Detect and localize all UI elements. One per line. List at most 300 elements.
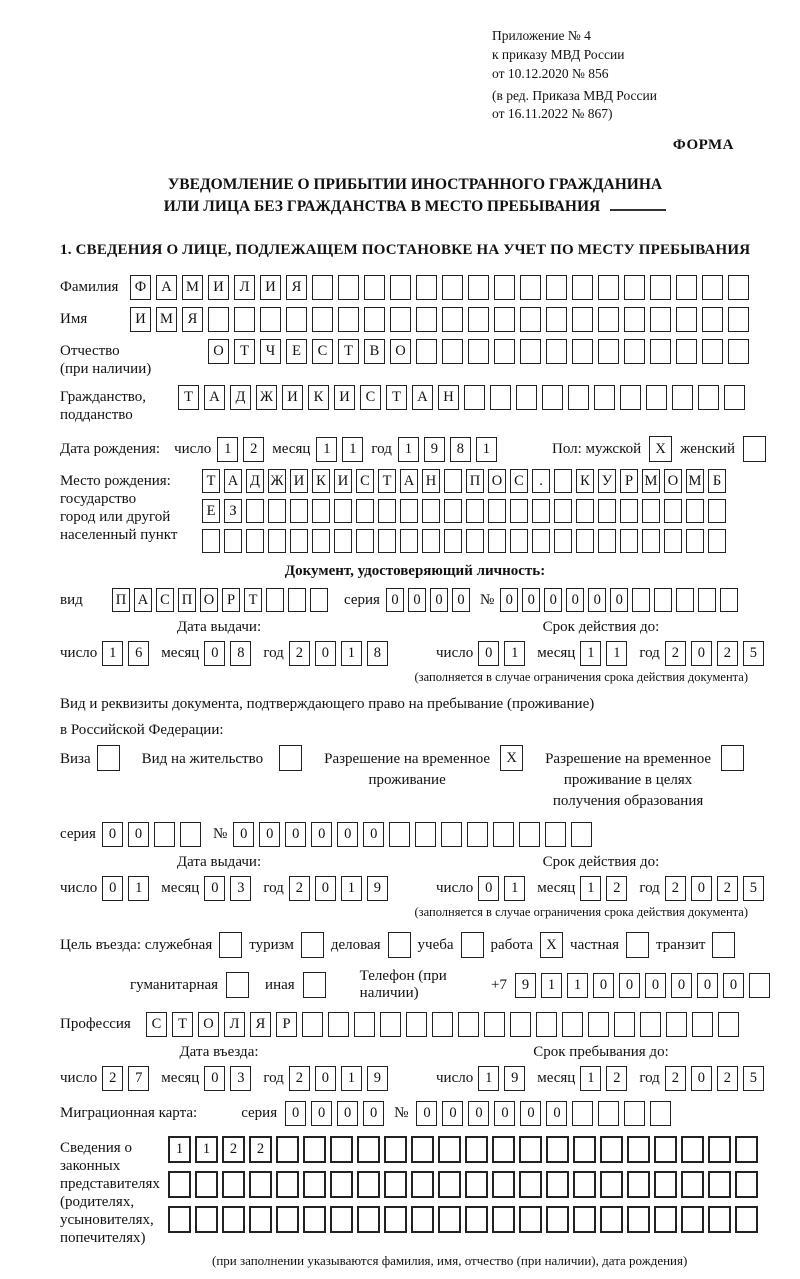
char-cell[interactable]: Ж: [268, 469, 286, 493]
char-cell[interactable]: Р: [276, 1012, 297, 1037]
char-cell[interactable]: С: [356, 469, 374, 493]
char-cell[interactable]: [620, 385, 641, 410]
char-cell[interactable]: [384, 1171, 407, 1198]
char-cell[interactable]: Т: [172, 1012, 193, 1037]
char-cell[interactable]: [614, 1012, 635, 1037]
char-cell[interactable]: 0: [588, 588, 606, 612]
char-cell[interactable]: Ж: [256, 385, 277, 410]
char-cell[interactable]: 0: [204, 876, 225, 901]
char-cell[interactable]: 5: [743, 876, 764, 901]
char-cell[interactable]: [532, 499, 550, 523]
char-cell[interactable]: [519, 822, 540, 847]
char-cell[interactable]: Л: [224, 1012, 245, 1037]
char-cell[interactable]: 2: [222, 1136, 245, 1163]
char-cell[interactable]: [721, 745, 744, 771]
char-cell[interactable]: 6: [128, 641, 149, 666]
char-cell[interactable]: [468, 307, 489, 332]
char-cell[interactable]: 2: [606, 1066, 627, 1091]
char-cell[interactable]: [571, 822, 592, 847]
char-cell[interactable]: [493, 822, 514, 847]
char-cell[interactable]: 0: [315, 1066, 336, 1091]
char-cell[interactable]: [338, 307, 359, 332]
char-cell[interactable]: 0: [311, 1101, 332, 1126]
char-cell[interactable]: 0: [363, 1101, 384, 1126]
char-cell[interactable]: [330, 1136, 353, 1163]
char-cell[interactable]: [276, 1171, 299, 1198]
char-cell[interactable]: [686, 529, 704, 553]
char-cell[interactable]: [728, 275, 749, 300]
char-cell[interactable]: 1: [580, 1066, 601, 1091]
char-cell[interactable]: 0: [522, 588, 540, 612]
char-cell[interactable]: [488, 499, 506, 523]
char-cell[interactable]: [572, 339, 593, 364]
char-cell[interactable]: М: [642, 469, 660, 493]
char-cell[interactable]: [330, 1171, 353, 1198]
char-cell[interactable]: 0: [610, 588, 628, 612]
char-cell[interactable]: [400, 529, 418, 553]
char-cell[interactable]: [646, 385, 667, 410]
char-cell[interactable]: [686, 499, 704, 523]
char-cell[interactable]: И: [334, 385, 355, 410]
char-cell[interactable]: [286, 307, 307, 332]
char-cell[interactable]: [97, 745, 120, 771]
char-cell[interactable]: 1: [580, 876, 601, 901]
char-cell[interactable]: [180, 822, 201, 847]
char-cell[interactable]: 2: [289, 1066, 310, 1091]
char-cell[interactable]: 8: [450, 437, 471, 462]
char-cell[interactable]: [168, 1171, 191, 1198]
char-cell[interactable]: [624, 339, 645, 364]
char-cell[interactable]: [640, 1012, 661, 1037]
char-cell[interactable]: [654, 1136, 677, 1163]
char-cell[interactable]: [698, 588, 716, 612]
char-cell[interactable]: И: [208, 275, 229, 300]
char-cell[interactable]: 5: [743, 1066, 764, 1091]
char-cell[interactable]: 0: [233, 822, 254, 847]
char-cell[interactable]: [681, 1206, 704, 1233]
char-cell[interactable]: [468, 339, 489, 364]
char-cell[interactable]: [249, 1206, 272, 1233]
char-cell[interactable]: [438, 1136, 461, 1163]
char-cell[interactable]: Д: [230, 385, 251, 410]
char-cell[interactable]: [573, 1206, 596, 1233]
char-cell[interactable]: 1: [541, 973, 562, 998]
char-cell[interactable]: [438, 1206, 461, 1233]
char-cell[interactable]: [461, 932, 484, 958]
char-cell[interactable]: [468, 275, 489, 300]
char-cell[interactable]: [573, 1136, 596, 1163]
char-cell[interactable]: [357, 1206, 380, 1233]
char-cell[interactable]: [442, 275, 463, 300]
char-cell[interactable]: [572, 1101, 593, 1126]
char-cell[interactable]: [554, 529, 572, 553]
char-cell[interactable]: 0: [500, 588, 518, 612]
char-cell[interactable]: [708, 1171, 731, 1198]
char-cell[interactable]: 0: [102, 822, 123, 847]
char-cell[interactable]: [562, 1012, 583, 1037]
char-cell[interactable]: [519, 1136, 542, 1163]
char-cell[interactable]: [600, 1171, 623, 1198]
char-cell[interactable]: [356, 499, 374, 523]
char-cell[interactable]: [724, 385, 745, 410]
char-cell[interactable]: [466, 529, 484, 553]
char-cell[interactable]: 0: [520, 1101, 541, 1126]
char-cell[interactable]: [266, 588, 284, 612]
char-cell[interactable]: .: [532, 469, 550, 493]
char-cell[interactable]: [484, 1012, 505, 1037]
char-cell[interactable]: [642, 529, 660, 553]
char-cell[interactable]: [364, 307, 385, 332]
char-cell[interactable]: [598, 1101, 619, 1126]
char-cell[interactable]: [288, 588, 306, 612]
char-cell[interactable]: [598, 529, 616, 553]
char-cell[interactable]: [510, 1012, 531, 1037]
char-cell[interactable]: [406, 1012, 427, 1037]
char-cell[interactable]: [554, 499, 572, 523]
char-cell[interactable]: 9: [515, 973, 536, 998]
char-cell[interactable]: А: [400, 469, 418, 493]
char-cell[interactable]: Л: [234, 275, 255, 300]
char-cell[interactable]: [735, 1136, 758, 1163]
char-cell[interactable]: 0: [494, 1101, 515, 1126]
char-cell[interactable]: [627, 1171, 650, 1198]
char-cell[interactable]: 0: [430, 588, 448, 612]
char-cell[interactable]: 0: [593, 973, 614, 998]
char-cell[interactable]: С: [360, 385, 381, 410]
char-cell[interactable]: И: [290, 469, 308, 493]
char-cell[interactable]: О: [664, 469, 682, 493]
char-cell[interactable]: [415, 822, 436, 847]
char-cell[interactable]: [168, 1206, 191, 1233]
char-cell[interactable]: [154, 822, 175, 847]
char-cell[interactable]: [416, 339, 437, 364]
char-cell[interactable]: 0: [311, 822, 332, 847]
char-cell[interactable]: Я: [250, 1012, 271, 1037]
char-cell[interactable]: [246, 529, 264, 553]
char-cell[interactable]: [490, 385, 511, 410]
char-cell[interactable]: О: [198, 1012, 219, 1037]
char-cell[interactable]: 0: [697, 973, 718, 998]
char-cell[interactable]: [444, 499, 462, 523]
char-cell[interactable]: [222, 1206, 245, 1233]
char-cell[interactable]: [249, 1171, 272, 1198]
char-cell[interactable]: [354, 1012, 375, 1037]
char-cell[interactable]: 9: [424, 437, 445, 462]
char-cell[interactable]: [642, 499, 660, 523]
char-cell[interactable]: [568, 385, 589, 410]
char-cell[interactable]: В: [364, 339, 385, 364]
char-cell[interactable]: Т: [378, 469, 396, 493]
char-cell[interactable]: [676, 307, 697, 332]
char-cell[interactable]: [357, 1136, 380, 1163]
char-cell[interactable]: 0: [478, 641, 499, 666]
char-cell[interactable]: [411, 1206, 434, 1233]
char-cell[interactable]: [598, 275, 619, 300]
char-cell[interactable]: X: [540, 932, 563, 958]
char-cell[interactable]: [676, 588, 694, 612]
char-cell[interactable]: [312, 499, 330, 523]
char-cell[interactable]: 1: [341, 876, 362, 901]
char-cell[interactable]: 0: [259, 822, 280, 847]
char-cell[interactable]: [303, 1136, 326, 1163]
char-cell[interactable]: [389, 822, 410, 847]
char-cell[interactable]: [465, 1136, 488, 1163]
char-cell[interactable]: [624, 307, 645, 332]
char-cell[interactable]: О: [200, 588, 218, 612]
char-cell[interactable]: [743, 436, 766, 462]
char-cell[interactable]: [494, 307, 515, 332]
char-cell[interactable]: 0: [671, 973, 692, 998]
char-cell[interactable]: 2: [665, 876, 686, 901]
char-cell[interactable]: 0: [478, 876, 499, 901]
char-cell[interactable]: [520, 275, 541, 300]
char-cell[interactable]: [458, 1012, 479, 1037]
char-cell[interactable]: [516, 385, 537, 410]
char-cell[interactable]: 2: [243, 437, 264, 462]
char-cell[interactable]: [411, 1136, 434, 1163]
char-cell[interactable]: 1: [606, 641, 627, 666]
char-cell[interactable]: [465, 1206, 488, 1233]
char-cell[interactable]: 2: [717, 641, 738, 666]
char-cell[interactable]: [576, 529, 594, 553]
char-cell[interactable]: [444, 469, 462, 493]
char-cell[interactable]: [312, 307, 333, 332]
char-cell[interactable]: О: [208, 339, 229, 364]
char-cell[interactable]: [328, 1012, 349, 1037]
char-cell[interactable]: Т: [338, 339, 359, 364]
char-cell[interactable]: [276, 1206, 299, 1233]
char-cell[interactable]: [378, 499, 396, 523]
char-cell[interactable]: [334, 529, 352, 553]
char-cell[interactable]: [330, 1206, 353, 1233]
char-cell[interactable]: X: [500, 745, 523, 771]
char-cell[interactable]: 0: [363, 822, 384, 847]
char-cell[interactable]: [702, 339, 723, 364]
char-cell[interactable]: [576, 499, 594, 523]
char-cell[interactable]: 1: [128, 876, 149, 901]
char-cell[interactable]: [492, 1136, 515, 1163]
char-cell[interactable]: [224, 529, 242, 553]
char-cell[interactable]: 1: [342, 437, 363, 462]
char-cell[interactable]: [542, 385, 563, 410]
char-cell[interactable]: 1: [478, 1066, 499, 1091]
char-cell[interactable]: [222, 1171, 245, 1198]
char-cell[interactable]: А: [204, 385, 225, 410]
char-cell[interactable]: 9: [367, 876, 388, 901]
char-cell[interactable]: [546, 339, 567, 364]
char-cell[interactable]: [598, 499, 616, 523]
char-cell[interactable]: Ф: [130, 275, 151, 300]
char-cell[interactable]: 0: [416, 1101, 437, 1126]
char-cell[interactable]: Н: [438, 385, 459, 410]
char-cell[interactable]: Н: [422, 469, 440, 493]
char-cell[interactable]: [573, 1171, 596, 1198]
char-cell[interactable]: 8: [230, 641, 251, 666]
char-cell[interactable]: [303, 1171, 326, 1198]
char-cell[interactable]: 2: [102, 1066, 123, 1091]
char-cell[interactable]: 1: [195, 1136, 218, 1163]
char-cell[interactable]: [620, 529, 638, 553]
char-cell[interactable]: [572, 307, 593, 332]
char-cell[interactable]: М: [156, 307, 177, 332]
char-cell[interactable]: [356, 529, 374, 553]
char-cell[interactable]: X: [649, 436, 672, 462]
char-cell[interactable]: 2: [289, 876, 310, 901]
char-cell[interactable]: [492, 1206, 515, 1233]
char-cell[interactable]: [627, 1206, 650, 1233]
char-cell[interactable]: [303, 1206, 326, 1233]
char-cell[interactable]: [310, 588, 328, 612]
char-cell[interactable]: [718, 1012, 739, 1037]
char-cell[interactable]: Е: [202, 499, 220, 523]
char-cell[interactable]: [466, 499, 484, 523]
char-cell[interactable]: [650, 307, 671, 332]
char-cell[interactable]: [290, 499, 308, 523]
char-cell[interactable]: 0: [337, 1101, 358, 1126]
char-cell[interactable]: Т: [244, 588, 262, 612]
char-cell[interactable]: [546, 307, 567, 332]
char-cell[interactable]: У: [598, 469, 616, 493]
char-cell[interactable]: [312, 275, 333, 300]
char-cell[interactable]: [735, 1206, 758, 1233]
char-cell[interactable]: М: [182, 275, 203, 300]
char-cell[interactable]: [388, 932, 411, 958]
char-cell[interactable]: К: [308, 385, 329, 410]
char-cell[interactable]: М: [686, 469, 704, 493]
char-cell[interactable]: [598, 307, 619, 332]
char-cell[interactable]: [588, 1012, 609, 1037]
char-cell[interactable]: [219, 932, 242, 958]
char-cell[interactable]: [712, 932, 735, 958]
char-cell[interactable]: [444, 529, 462, 553]
char-cell[interactable]: [708, 529, 726, 553]
char-cell[interactable]: 0: [544, 588, 562, 612]
char-cell[interactable]: [598, 339, 619, 364]
char-cell[interactable]: [554, 469, 572, 493]
char-cell[interactable]: [422, 529, 440, 553]
char-cell[interactable]: Р: [222, 588, 240, 612]
char-cell[interactable]: [301, 932, 324, 958]
char-cell[interactable]: [202, 529, 220, 553]
char-cell[interactable]: [676, 275, 697, 300]
char-cell[interactable]: [276, 1136, 299, 1163]
char-cell[interactable]: 0: [442, 1101, 463, 1126]
char-cell[interactable]: [364, 275, 385, 300]
char-cell[interactable]: А: [224, 469, 242, 493]
char-cell[interactable]: [654, 1171, 677, 1198]
char-cell[interactable]: 0: [204, 1066, 225, 1091]
char-cell[interactable]: [520, 339, 541, 364]
char-cell[interactable]: [510, 529, 528, 553]
char-cell[interactable]: И: [334, 469, 352, 493]
char-cell[interactable]: [416, 307, 437, 332]
char-cell[interactable]: [600, 1206, 623, 1233]
char-cell[interactable]: [411, 1171, 434, 1198]
char-cell[interactable]: 5: [743, 641, 764, 666]
char-cell[interactable]: [519, 1171, 542, 1198]
char-cell[interactable]: [728, 339, 749, 364]
char-cell[interactable]: 0: [102, 876, 123, 901]
char-cell[interactable]: [290, 529, 308, 553]
char-cell[interactable]: [260, 307, 281, 332]
char-cell[interactable]: [268, 529, 286, 553]
char-cell[interactable]: [720, 588, 738, 612]
char-cell[interactable]: [650, 339, 671, 364]
char-cell[interactable]: П: [178, 588, 196, 612]
char-cell[interactable]: Я: [182, 307, 203, 332]
char-cell[interactable]: [708, 1136, 731, 1163]
char-cell[interactable]: [510, 499, 528, 523]
char-cell[interactable]: [594, 385, 615, 410]
char-cell[interactable]: 0: [546, 1101, 567, 1126]
char-cell[interactable]: 3: [230, 1066, 251, 1091]
char-cell[interactable]: [664, 499, 682, 523]
char-cell[interactable]: 2: [289, 641, 310, 666]
char-cell[interactable]: 0: [285, 1101, 306, 1126]
char-cell[interactable]: [442, 307, 463, 332]
char-cell[interactable]: 0: [285, 822, 306, 847]
char-cell[interactable]: З: [224, 499, 242, 523]
char-cell[interactable]: [338, 275, 359, 300]
char-cell[interactable]: 1: [168, 1136, 191, 1163]
char-cell[interactable]: [698, 385, 719, 410]
char-cell[interactable]: 2: [717, 876, 738, 901]
char-cell[interactable]: 1: [341, 641, 362, 666]
char-cell[interactable]: [422, 499, 440, 523]
char-cell[interactable]: О: [390, 339, 411, 364]
char-cell[interactable]: [234, 307, 255, 332]
char-cell[interactable]: [208, 307, 229, 332]
char-cell[interactable]: [650, 1101, 671, 1126]
char-cell[interactable]: 1: [341, 1066, 362, 1091]
char-cell[interactable]: [708, 1206, 731, 1233]
char-cell[interactable]: 8: [367, 641, 388, 666]
char-cell[interactable]: 7: [128, 1066, 149, 1091]
char-cell[interactable]: [664, 529, 682, 553]
char-cell[interactable]: [494, 275, 515, 300]
char-cell[interactable]: 9: [367, 1066, 388, 1091]
char-cell[interactable]: [390, 275, 411, 300]
char-cell[interactable]: [546, 1206, 569, 1233]
char-cell[interactable]: 0: [723, 973, 744, 998]
char-cell[interactable]: 2: [665, 1066, 686, 1091]
char-cell[interactable]: [624, 275, 645, 300]
char-cell[interactable]: 2: [665, 641, 686, 666]
char-cell[interactable]: [650, 275, 671, 300]
char-cell[interactable]: 0: [691, 641, 712, 666]
char-cell[interactable]: [492, 1171, 515, 1198]
char-cell[interactable]: [681, 1136, 704, 1163]
char-cell[interactable]: 0: [645, 973, 666, 998]
char-cell[interactable]: [438, 1171, 461, 1198]
char-cell[interactable]: [546, 275, 567, 300]
char-cell[interactable]: [226, 972, 249, 998]
char-cell[interactable]: 0: [315, 876, 336, 901]
char-cell[interactable]: 0: [204, 641, 225, 666]
char-cell[interactable]: 0: [468, 1101, 489, 1126]
char-cell[interactable]: 1: [398, 437, 419, 462]
char-cell[interactable]: И: [130, 307, 151, 332]
char-cell[interactable]: [519, 1206, 542, 1233]
char-cell[interactable]: 1: [102, 641, 123, 666]
char-cell[interactable]: 1: [567, 973, 588, 998]
char-cell[interactable]: Ч: [260, 339, 281, 364]
char-cell[interactable]: 9: [504, 1066, 525, 1091]
char-cell[interactable]: [390, 307, 411, 332]
char-cell[interactable]: [494, 339, 515, 364]
char-cell[interactable]: 0: [691, 1066, 712, 1091]
char-cell[interactable]: П: [112, 588, 130, 612]
